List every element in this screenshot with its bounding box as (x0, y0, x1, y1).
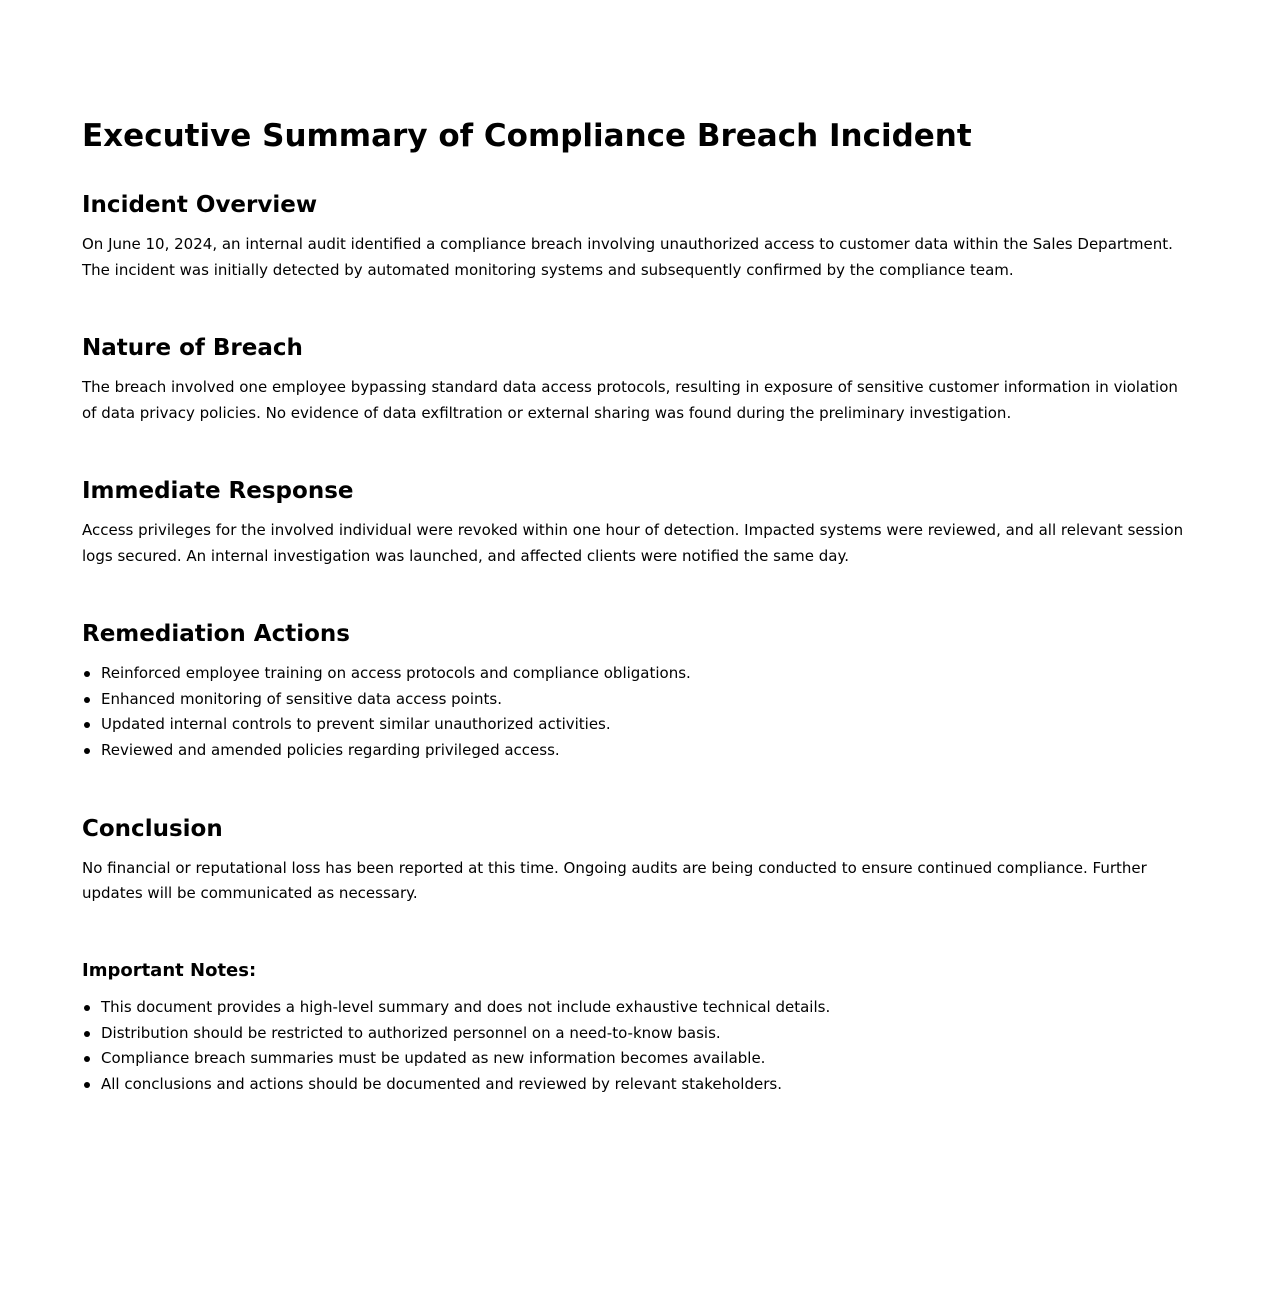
section-heading: Nature of Breach (82, 335, 303, 361)
section-paragraph: No financial or reputational loss has been reported at this time. Ongoing audits are being conducted to ensure continued compliance. Further updates will be communicated as necessary. (82, 858, 1147, 903)
section-incident-overview (82, 190, 1196, 283)
notes-heading: Important Notes: (82, 959, 257, 981)
section-paragraph: On June 10, 2024, an internal audit identified a compliance breach involving unauthorized access to customer data within the Sales Department. The incident was initially detected by automated monitoring systems and subsequently confirmed by the compliance team. (82, 235, 1173, 279)
list-item: This document provides a high-level summary and does not include exhaustive technical details. (82, 995, 1196, 1021)
section-paragraph: The breach involved one employee bypassing standard data access protocols, resulting in exposure of sensitive customer information in violation of data privacy policies. No evidence of data exfiltration or external sharing was found during the preliminary investigation. (82, 378, 1178, 422)
section-heading: Conclusion (82, 815, 223, 842)
list-item: Distribution should be restricted to authorized personnel on a need-to-know basis. (82, 1021, 1196, 1047)
section-heading: Immediate Response (82, 478, 354, 504)
section-conclusion (82, 814, 1196, 907)
section-immediate-response (82, 476, 1196, 569)
notes-list (82, 995, 1196, 1098)
list-item: Reviewed and amended policies regarding privileged access. (82, 738, 1196, 764)
list-item: Compliance breach summaries must be updated as new information becomes available. (82, 1046, 1196, 1072)
document-title: Executive Summary of Compliance Breach Incident (82, 118, 972, 154)
section-nature-of-breach (82, 333, 1196, 426)
section-remediation-actions (82, 619, 1196, 764)
list-item: Reinforced employee training on access protocols and compliance obligations. (82, 661, 1196, 687)
list-item: Updated internal controls to prevent similar unauthorized activities. (82, 712, 1196, 738)
important-notes (82, 957, 1196, 1098)
list-item: Enhanced monitoring of sensitive data access points. (82, 687, 1196, 713)
section-heading: Remediation Actions (82, 621, 350, 647)
section-paragraph: Access privileges for the involved individual were revoked within one hour of detection. Impacted systems were reviewed, and all relevant session logs secured. An internal investigation was launched, and affected clients were notified the same day. (82, 521, 1184, 565)
section-heading: Incident Overview (82, 192, 318, 218)
list-item: All conclusions and actions should be documented and reviewed by relevant stakeholders. (82, 1072, 1196, 1098)
remediation-list (82, 661, 1196, 764)
